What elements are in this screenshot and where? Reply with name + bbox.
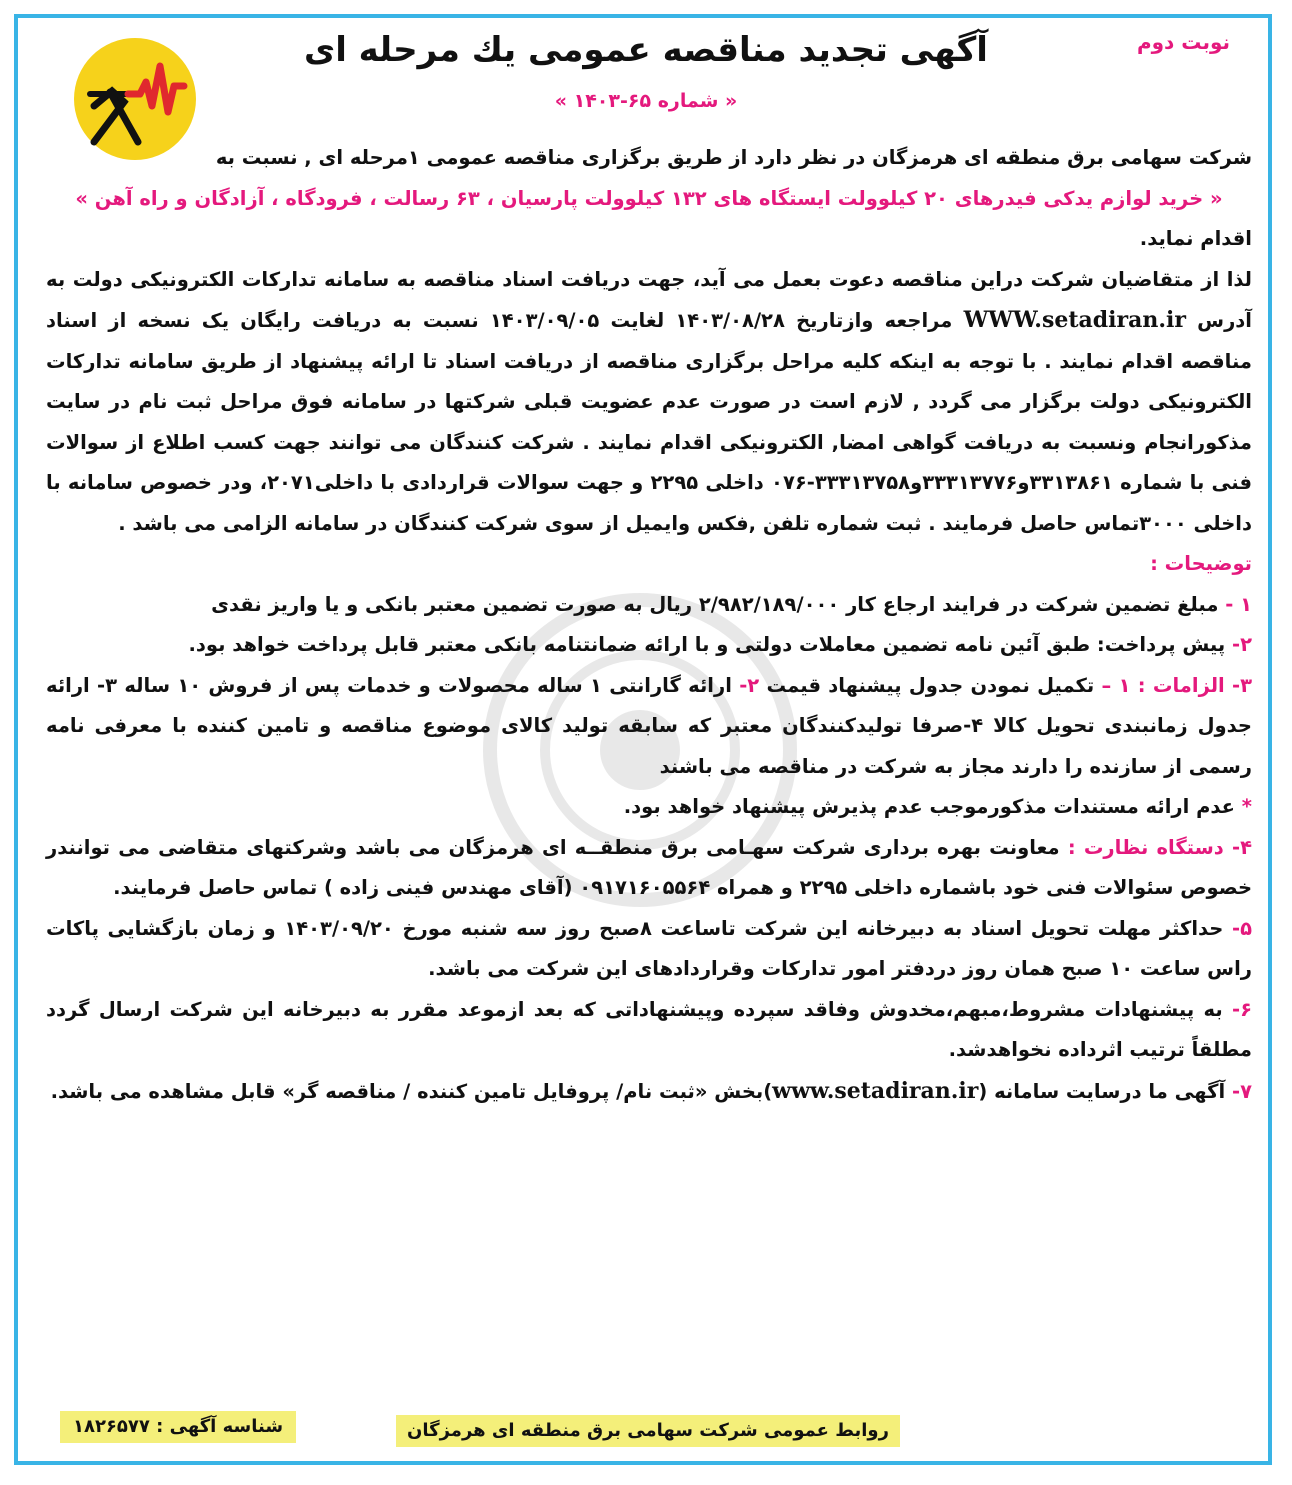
note-3-star: * عدم ارائه مستندات مذکورموجب عدم پذیرش پیشنهاد خواهد بود. xyxy=(623,795,1252,818)
note-3: ۳- الزامات : ۱ – تکمیل نمودن جدول پیشنهاد قیمت ۲- ارائه گارانتی ۱ ساله محصولات و خدمات پس از فروش ۱۰ ساله ۳- ارائه جدول زمانبندی تحویل کالا ۴-صرفا تولیدکنندگان معتبر که سابقه تولید کالای موضوع مناقصه و تامین کننده با معرفی نامه رسمی از سازنده را دارند مجاز به شرکت در مناقصه می باشند xyxy=(46,673,1253,778)
star-icon: * xyxy=(1241,795,1252,818)
note-1: ۱ - مبلغ تضمین شرکت در فرایند ارجاع کار ۲/۹۸۲/۱۸۹/۰۰۰ ریال به صورت تضمین معتبر بانکی و یا واریز نقدی xyxy=(211,592,1252,616)
tender-subject: « خرید لوازم یدکی فیدرهای ۲۰ کیلوولت ایستگاه های ۱۳۲ کیلوولت پارسیان ، ۶۳ رسالت ، فرودگاه ، آزادگان و راه آهن » xyxy=(75,186,1223,210)
website-link[interactable]: WWW.setadiran.ir xyxy=(963,307,1186,333)
issue-label: نوبت دوم xyxy=(1136,30,1230,54)
note-7: ۷- آگهی ما درسایت سامانه (www.setadiran.ir)بخش «ثبت نام/ پروفایل تامین کننده / مناقصه گر» قابل مشاهده می باشد. xyxy=(50,1077,1252,1104)
ad-id-badge: شناسه آگهی : ۱۸۲۶۵۷۷ xyxy=(60,1411,296,1443)
notice-body xyxy=(46,138,1252,1112)
paragraph-1: لذا از متقاضیان شرکت دراین مناقصه دعوت بعمل می آید، جهت دریافت اسناد مناقصه به سامانه تدارکات الکترونیکی دولت به آدرس WWW.setadiran.ir مراجعه وازتاریخ ۱۴۰۳/۰۸/۲۸ لغایت ۱۴۰۳/۰۹/۰۵ نسبت به دریافت رایگان یک نسخه از اسناد مناقصه اقدام نمایند . با توجه به اینکه کلیه مراحل برگزاری مناقصه از دریافت اسناد تا ارائه پیشنهاد از طریق سامانه تدارکات الکترونیکی دولت برگزار می گردد , لازم است در صورت عدم عضویت قبلی شرکتها در سامانه فوق مراحل ثبت نام در سایت مذکورانجام ونسبت به دریافت گواهی امضا, الکترونیکی اقدام نمایند . شرکت کنندگان می توانند جهت کسب اطلاع از سوالات فنی با شماره ۳۳۱۳۸۶۱و۳۳۳۱۳۷۷۶و۳۳۳۱۳۷۵۸-۰۷۶ داخلی ۲۲۹۵ و جهت سوالات قراردادی با داخلی۲۰۷۱، ودر خصوص سامانه با داخلی ۳۰۰۰تماس حاصل فرمایند . ثبت شماره تلفن ,فکس وایمیل از سوی شرکت کنندگان در سامانه الزامی می باشد . xyxy=(46,267,1252,535)
intro-line: شرکت سهامی برق منطقه ای هرمزگان در نظر دارد از طریق برگزاری مناقصه عمومی ۱مرحله ای , نسبت به xyxy=(215,146,1252,169)
publisher-badge: روابط عمومی شرکت سهامی برق منطقه ای هرمزگان xyxy=(396,1415,900,1447)
note-5: ۵- حداکثر مهلت تحویل اسناد به دبیرخانه این شرکت تاساعت ۸صبح روز سه شنبه مورخ ۱۴۰۳/۰۹/۲۰ و زمان بازگشایی پاکات راس ساعت ۱۰ صبح همان روز دردفتر امور تدارکات وقراردادهای این شرکت می باشد. xyxy=(46,916,1252,980)
notice-title: آگهی تجدید مناقصه عمومی یك مرحله ای xyxy=(304,30,988,70)
website-link-2[interactable]: www.setadiran.ir xyxy=(772,1077,979,1104)
note-2: ۲- پیش پرداخت: طبق آئین نامه تضمین معاملات دولتی و با ارائه ضمانتنامه بانکی معتبر قابل پرداخت خواهد بود. xyxy=(188,633,1252,656)
notes-heading: توضیحات : xyxy=(1150,552,1252,575)
note-4: ۴- دستگاه نظارت : معاونت بهره برداری شرکت سهـامی برق منطقــه ای هرمزگان می باشد وشرکتهای متقاضی می توانندر خصوص سئوالات فنی خود باشماره داخلی ۲۲۹۵ و همراه ۰۹۱۷۱۶۰۵۵۶۴ (آقای مهندس فینی زاده ) تماس حاصل فرمایند. xyxy=(46,835,1252,899)
notice-number: « شماره ۶۵-۱۴۰۳ » xyxy=(554,90,738,112)
note-6: ۶- به پیشنهادات مشروط،مبهم،مخدوش وفاقد سپرده وپیشنهاداتی که بعد ازموعد مقرر به دبیرخانه این شرکت ارسال گردد مطلقاً ترتیب اثرداده نخواهدشد. xyxy=(46,997,1252,1061)
action-line: اقدام نماید. xyxy=(1139,227,1252,250)
